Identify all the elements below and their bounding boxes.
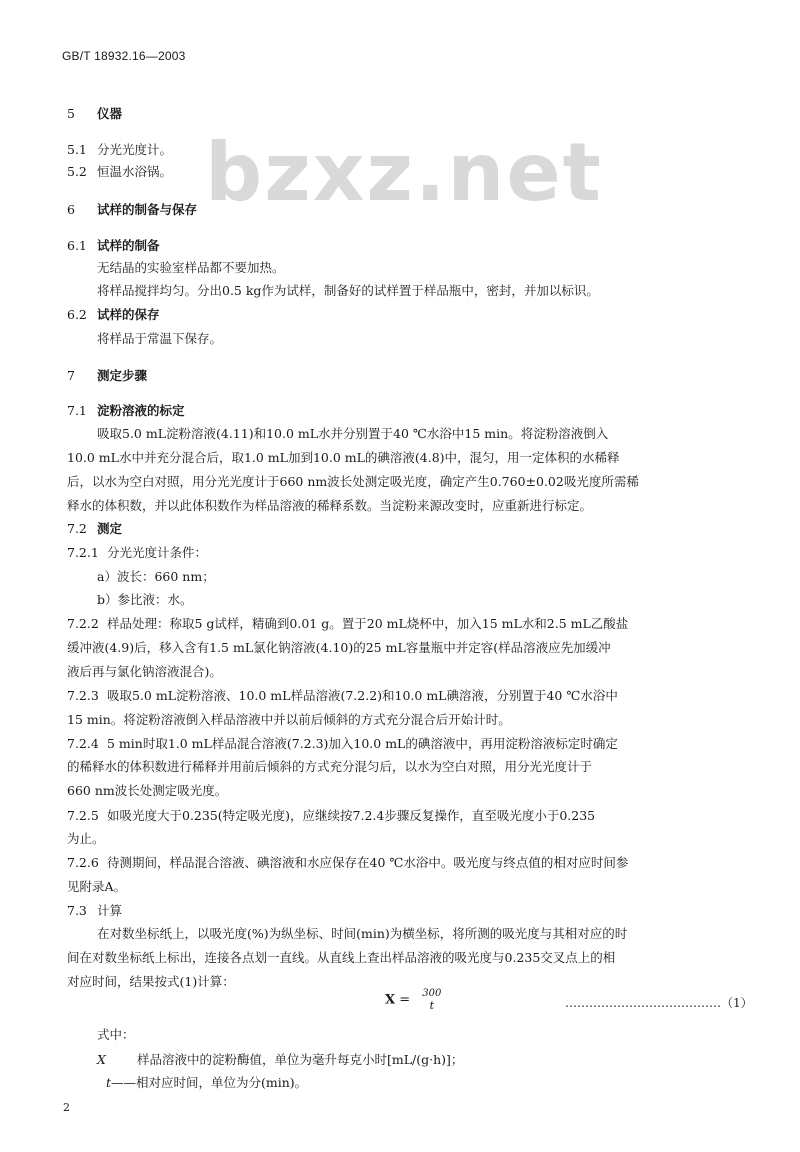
where-label: 式中：	[97, 1027, 135, 1042]
section-7-2-5-line: 为止。	[67, 831, 105, 846]
section-7-2-1: 7.2.1 分光光度计条件：	[67, 545, 208, 560]
section-7-2-1-a: a）波长：660 nm；	[97, 569, 215, 584]
section-6-2-heading: 6.2 试样的保存	[67, 307, 160, 322]
section-7-1-heading: 7.1 淀粉溶液的标定	[67, 403, 185, 418]
formula-numerator: 300	[422, 988, 442, 999]
section-7-2-6-line: 见附录A。	[67, 879, 127, 894]
standard-code: GB/T 18932.16—2003	[62, 49, 186, 63]
page-number: 2	[63, 1101, 70, 1114]
section-7-2-4: 7.2.4 5 min时取1.0 mL样品混合溶液(7.2.3)加入10.0 mL的碘溶液中，再用淀粉溶液标定时确定	[67, 736, 618, 751]
formula-denominator: t	[429, 999, 435, 1012]
section-7-3-heading: 7.3 计算	[67, 903, 123, 918]
section-6-1-heading: 6.1 试样的制备	[67, 238, 160, 253]
section-7-3-line: 在对数坐标纸上，以吸光度(%)为纵坐标、时间(min)为横坐标，将所测的吸光度与其相对应的时	[97, 926, 628, 941]
section-5-heading: 5 仪器	[67, 106, 123, 121]
section-7-1-line: 吸取5.0 mL淀粉溶液(4.11)和10.0 mL水并分别置于40 ℃水浴中15 min。将淀粉溶液倒入	[97, 426, 609, 441]
section-7-2-3: 7.2.3 吸取5.0 mL淀粉溶液、10.0 mL样品溶液(7.2.2)和10.0 mL碘溶液，分别置于40 ℃水浴中	[67, 688, 618, 703]
section-7-2-4-line: 的稀释水的体积数进行稀释并用前后倾斜的方式充分混匀后，以水为空白对照，用分光光度计于	[67, 759, 593, 774]
section-7-2-heading: 7.2 测定	[67, 521, 123, 536]
section-7-2-5: 7.2.5 如吸光度大于0.235(特定吸光度)，应继续按7.2.4步骤反复操作，直至吸光度小于0.235	[67, 808, 596, 823]
watermark: bzxz.net	[205, 126, 603, 219]
section-6-1-line: 将样品搅拌均匀。分出0.5 kg作为试样，制备好的试样置于样品瓶中，密封，并加以标识。	[97, 283, 599, 298]
section-6-2-text: 将样品于常温下保存。	[97, 331, 223, 346]
formula-number: …………………………………（1）	[565, 996, 753, 1010]
section-7-1-line: 释水的体积数，并以此体积数作为样品溶液的稀释系数。当淀粉来源改变时，应重新进行标定。	[67, 498, 593, 513]
section-7-1-line: 10.0 mL水中并充分混合后，取1.0 mL加到10.0 mL的碘溶液(4.8)中，混匀，用一定体积的水稀释	[67, 450, 620, 465]
formula: X = 300 t	[385, 988, 442, 1012]
section-6-1-line: 无结晶的实验室样品都不要加热。	[97, 260, 285, 275]
section-7-2-2-line: 液后再与氯化钠溶液混合)。	[67, 664, 222, 679]
section-7-2-4-line: 660 nm波长处测定吸光度。	[67, 783, 228, 798]
section-7-2-2: 7.2.2 样品处理：称取5 g试样，精确到0.01 g。置于20 mL烧杯中，加入15 mL水和2.5 mL乙酸盐	[67, 616, 629, 631]
formula-fraction	[420, 988, 443, 1012]
section-7-1-line: 后，以水为空白对照，用分光光度计于660 nm波长处测定吸光度，确定产生0.760±0.02吸光度所需稀	[67, 474, 639, 489]
item-5-1: 5.1 分光光度计。	[67, 142, 173, 157]
section-7-2-1-b: b）参比液：水。	[97, 592, 193, 607]
item-5-2: 5.2 恒温水浴锅。	[67, 164, 173, 179]
section-7-heading: 7 测定步骤	[67, 368, 148, 383]
section-7-3-line: 对应时间，结果按式(1)计算：	[67, 974, 235, 989]
section-7-3-line: 间在对数坐标纸上标出，连接各点划一直线。从直线上查出样品溶液的吸光度与0.235交叉点上的相	[67, 950, 616, 965]
section-7-2-3-line: 15 min。将淀粉溶液倒入样品溶液中并以前后倾斜的方式充分混合后开始计时。	[67, 712, 511, 727]
var-t: t——相对应时间，单位为分(min)。	[106, 1075, 308, 1090]
section-6-heading: 6 试样的制备与保存	[67, 202, 198, 217]
var-x: X 样品溶液中的淀粉酶值，单位为毫升每克小时[mL/(g·h)]；	[97, 1052, 464, 1067]
section-7-2-6: 7.2.6 待测期间，样品混合溶液、碘溶液和水应保存在40 ℃水浴中。吸光度与终点值的相对应时间参	[67, 855, 629, 870]
section-7-2-2-line: 缓冲液(4.9)后，移入含有1.5 mL氯化钠溶液(4.10)的25 mL容量瓶中并定容(样品溶液应先加缓冲	[67, 640, 611, 655]
